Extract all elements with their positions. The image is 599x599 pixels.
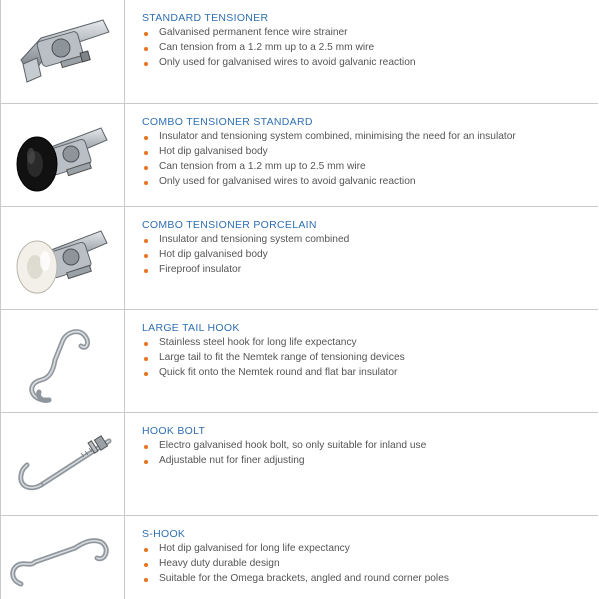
feature-item: Only used for galvanised wires to avoid galvanic reaction	[142, 175, 592, 190]
feature-item: Can tension from a 1.2 mm up to 2.5 mm wire	[142, 160, 592, 175]
product-info	[142, 310, 592, 381]
feature-item: Hot dip galvanised for long life expectancy	[142, 542, 592, 557]
product-title: S-HOOK	[142, 528, 186, 540]
bullet-icon	[144, 460, 148, 464]
bullet-icon	[144, 372, 148, 376]
bullet-icon	[144, 166, 148, 170]
bullet-icon	[144, 136, 148, 140]
bullet-icon	[144, 269, 148, 273]
feature-item: Suitable for the Omega brackets, angled and round corner poles	[142, 572, 592, 587]
feature-item: Large tail to fit the Nemtek range of tensioning devices	[142, 351, 592, 366]
product-image-cell	[1, 207, 125, 309]
bullet-icon	[144, 239, 148, 243]
bullet-icon	[144, 32, 148, 36]
feature-list	[142, 233, 592, 278]
combo-tensioner-porcelain-wheel-photo	[1, 207, 124, 309]
product-info	[142, 516, 592, 587]
bullet-icon	[144, 563, 148, 567]
feature-item: Insulator and tensioning system combined	[142, 233, 592, 248]
product-info	[142, 104, 592, 190]
large-tail-hook-photo	[1, 310, 124, 412]
feature-list	[142, 336, 592, 381]
feature-item: Only used for galvanised wires to avoid galvanic reaction	[142, 56, 592, 71]
product-row	[1, 516, 598, 599]
combo-tensioner-black-wheel-photo	[1, 104, 124, 206]
bullet-icon	[144, 548, 148, 552]
feature-list	[142, 130, 592, 190]
feature-item: Fireproof insulator	[142, 263, 592, 278]
product-info	[142, 413, 592, 469]
bullet-icon	[144, 445, 148, 449]
feature-list	[142, 439, 592, 469]
bullet-icon	[144, 357, 148, 361]
bullet-icon	[144, 62, 148, 66]
product-row	[1, 104, 598, 207]
feature-item: Stainless steel hook for long life expectancy	[142, 336, 592, 351]
product-row	[1, 413, 598, 516]
product-row	[1, 310, 598, 413]
bullet-icon	[144, 342, 148, 346]
bullet-icon	[144, 254, 148, 258]
product-title: HOOK BOLT	[142, 425, 206, 437]
bullet-icon	[144, 151, 148, 155]
s-hook-photo	[1, 516, 124, 599]
feature-list	[142, 542, 592, 587]
standard-tensioner-photo	[1, 0, 124, 103]
feature-list	[142, 26, 592, 71]
product-info	[142, 0, 592, 71]
product-row	[1, 0, 598, 104]
feature-item: Can tension from a 1.2 mm up to a 2.5 mm wire	[142, 41, 592, 56]
product-image-cell	[1, 104, 125, 206]
feature-item: Adjustable nut for finer adjusting	[142, 454, 592, 469]
product-row	[1, 207, 598, 310]
feature-item: Hot dip galvanised body	[142, 248, 592, 263]
feature-item: Heavy duty durable design	[142, 557, 592, 572]
product-info	[142, 207, 592, 278]
feature-item: Galvanised permanent fence wire strainer	[142, 26, 592, 41]
product-image-cell	[1, 0, 125, 103]
bullet-icon	[144, 181, 148, 185]
feature-item: Insulator and tensioning system combined, minimising the need for an insulator	[142, 130, 592, 145]
product-title: COMBO TENSIONER PORCELAIN	[142, 219, 317, 231]
bullet-icon	[144, 578, 148, 582]
product-title: COMBO TENSIONER STANDARD	[142, 116, 313, 128]
bullet-icon	[144, 47, 148, 51]
product-image-cell	[1, 516, 125, 599]
feature-item: Quick fit onto the Nemtek round and flat bar insulator	[142, 366, 592, 381]
product-title: STANDARD TENSIONER	[142, 12, 269, 24]
product-title: LARGE TAIL HOOK	[142, 322, 240, 334]
product-image-cell	[1, 413, 125, 515]
feature-item: Hot dip galvanised body	[142, 145, 592, 160]
product-image-cell	[1, 310, 125, 412]
feature-item: Electro galvanised hook bolt, so only suitable for inland use	[142, 439, 592, 454]
hook-bolt-photo	[1, 413, 124, 515]
